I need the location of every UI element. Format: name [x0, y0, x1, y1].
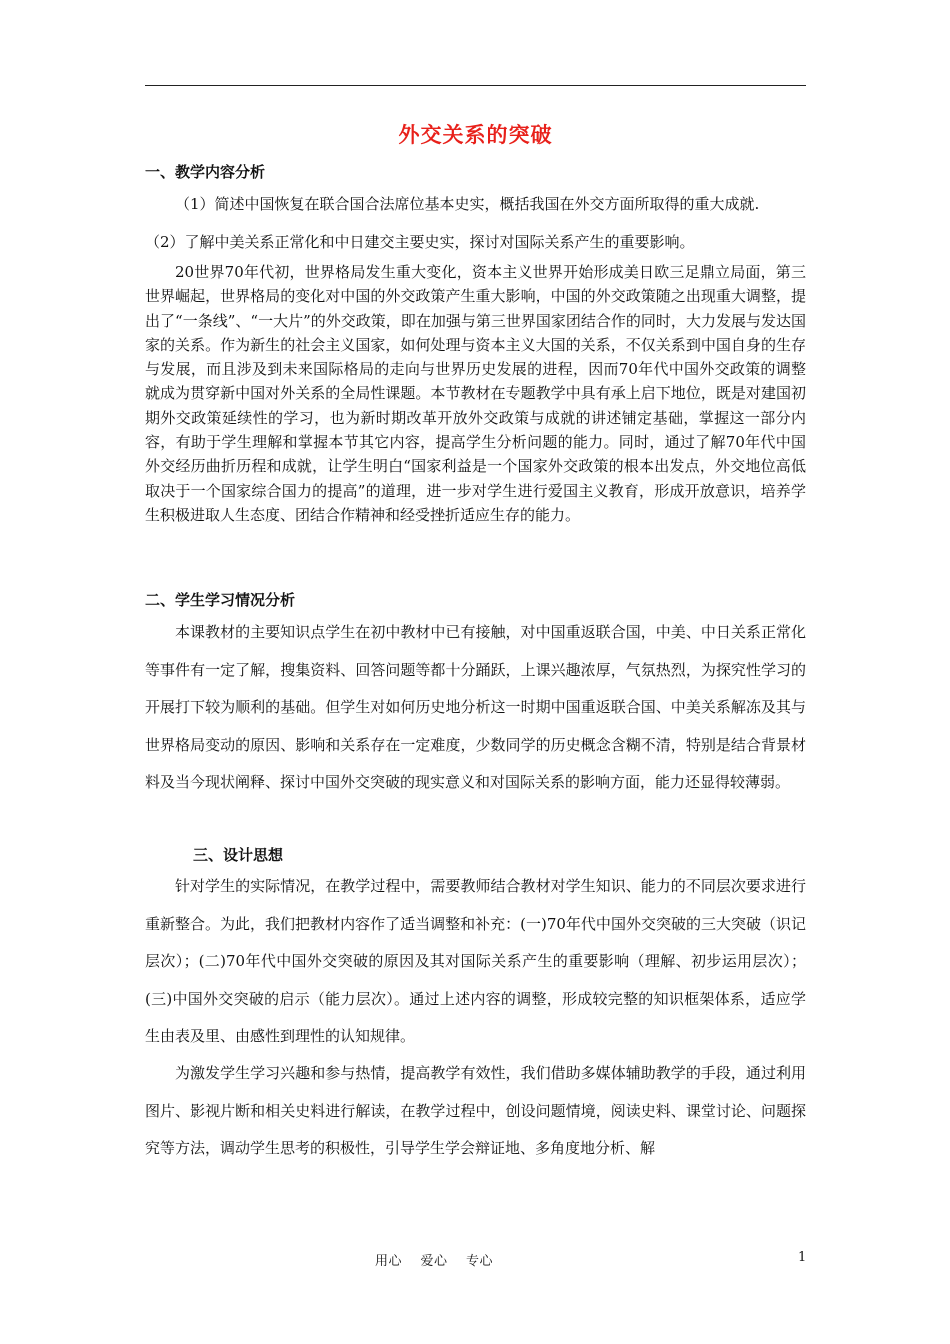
section-heading-student-analysis: 二、学生学习情况分析 [145, 591, 296, 609]
objective-item-1: （1）简述中国恢复在联合国合法席位基本史实，概括我国在外交方面所取得的重大成就. [175, 195, 760, 213]
section-heading-design-idea: 三、设计思想 [193, 846, 284, 864]
page-number: 1 [798, 1250, 807, 1265]
design-idea-paragraph-2: 为激发学生学习兴趣和参与热情，提高教学有效性，我们借助多媒体辅助教学的手段，通过利用图片、影视片断和相关史料进行解读，在教学过程中，创设问题情境，阅读史料、课堂讨论、问题探究等方法，调动学生思考的积极性，引导学生学会辩证地、多角度地分析、解 [145, 1064, 806, 1157]
document-title: 外交关系的突破 [398, 122, 553, 147]
section-heading-content-analysis: 一、教学内容分析 [145, 163, 266, 181]
header-rule [145, 85, 806, 86]
page-footer [0, 1250, 950, 1270]
footer-motto: 用心 爱心 专心 [375, 1254, 494, 1269]
content-analysis-paragraph: 20世界70年代初，世界格局发生重大变化，资本主义世界开始形成美日欧三足鼎立局面，第三世界崛起，世界格局的变化对中国的外交政策产生重大影响，中国的外交政策随之出现重大调整，提出了“一条线”、“一大片”的外交政策，即在加强与第三世界国家团结合作的同时，大力发展与发达国家的关系。作为新生的社会主义国家，如何处理与资本主义大国的关系，不仅关系到中国自身的生存与发展，而且涉及到未来国际格局的走向与世界历史发展的进程，因而70年代中国外交政策的调整就成为贯穿新中国对外关系的全局性课题。本节教材在专题教学中具有承上启下地位，既是对建国初期外交政策延续性的学习，也为新时期改革开放外交政策与成就的讲述铺定基础，掌握这一部分内容，有助于学生理解和掌握本节其它内容，提高学生分析问题的能力。同时，通过了解70年代中国外交经历曲折历程和成就，让学生明白“国家利益是一个国家外交政策的根本出发点，外交地位高低取决于一个国家综合国力的提高”的道理，进一步对学生进行爱国主义教育，形成开放意识，培养学生积极进取人生态度、团结合作精神和经受挫折适应生存的能力。 [145, 263, 806, 524]
design-idea-paragraph-1: 针对学生的实际情况，在教学过程中，需要教师结合教材对学生知识、能力的不同层次要求进行重新整合。为此，我们把教材内容作了适当调整和补充：(一)70年代中国外交突破的三大突破（识记层次）；(二)70年代中国外交突破的原因及其对国际关系产生的重要影响（理解、初步运用层次）；(三)中国外交突破的启示（能力层次）。通过上述内容的调整，形成较完整的知识框架体系，适应学生由表及里、由感性到理性的认知规律。 [145, 877, 806, 1045]
student-analysis-paragraph: 本课教材的主要知识点学生在初中教材中已有接触，对中国重返联合国，中美、中日关系正常化等事件有一定了解，搜集资料、回答问题等都十分踊跃，上课兴趣浓厚，气氛热烈，为探究性学习的开展打下较为顺利的基础。但学生对如何历史地分析这一时期中国重返联合国、中美关系解冻及其与世界格局变动的原因、影响和关系存在一定难度，少数同学的历史概念含糊不清，特别是结合背景材料及当今现状阐释、探讨中国外交突破的现实意义和对国际关系的影响方面，能力还显得较薄弱。 [145, 623, 806, 791]
objective-item-2: （2）了解中美关系正常化和中日建交主要史实，探讨对国际关系产生的重要影响。 [145, 233, 695, 251]
